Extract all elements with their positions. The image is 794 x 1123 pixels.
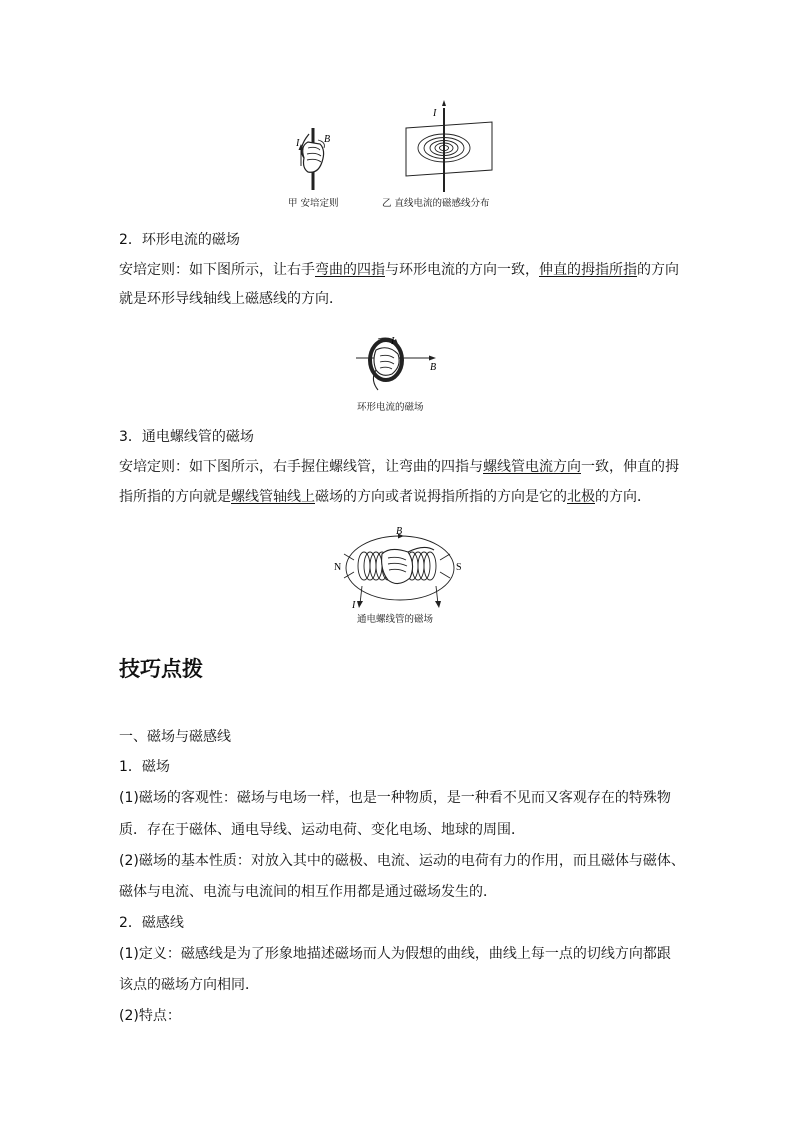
figure-caption-ampere-rule: 甲 安培定则 bbox=[288, 198, 339, 209]
svg-text:I: I bbox=[296, 138, 300, 149]
paragraph-ring-rule-line2: 就是环形导线轴线上磁感线的方向． bbox=[119, 291, 343, 307]
subheading-magnetic-field: 1．磁场 bbox=[119, 759, 170, 775]
section-title-skill-tips: 技巧点拨 bbox=[119, 657, 203, 681]
paragraph-field-line4: 磁体与电流、电流与电流间的相互作用都是通过磁场发生的． bbox=[119, 884, 497, 900]
paragraph-lines-line2: 该点的磁场方向相同． bbox=[119, 977, 259, 993]
svg-text:I: I bbox=[391, 336, 395, 347]
paragraph-field-line1: (1)磁场的客观性：磁场与电场一样，也是一种物质，是一种看不见而又客观存在的特殊物 bbox=[119, 790, 671, 806]
svg-text:B: B bbox=[396, 526, 403, 537]
ampere-rule-figure bbox=[290, 118, 350, 196]
figure-caption-ring-current: 环形电流的磁场 bbox=[357, 402, 424, 413]
paragraph-lines-line1: (1)定义：磁感线是为了形象地描述磁场而人为假想的曲线，曲线上每一点的切线方向都跟 bbox=[119, 946, 671, 962]
paragraph-lines-line3: (2)特点： bbox=[119, 1008, 181, 1024]
paragraph-solenoid-rule-line2: 指所指的方向就是螺线管轴线上磁场的方向或者说拇指所指的方向是它的北极的方向． bbox=[119, 489, 651, 505]
svg-text:N: N bbox=[334, 562, 342, 573]
subheading-field-lines: 2．磁感线 bbox=[119, 915, 184, 931]
paragraph-field-line3: (2)磁场的基本性质：对放入其中的磁极、电流、运动的电荷有力的作用，而且磁体与磁体、 bbox=[119, 853, 685, 869]
solenoid-figure bbox=[332, 524, 466, 612]
paragraph-solenoid-rule-line1: 安培定则：如下图所示，右手握住螺线管，让弯曲的四指与螺线管电流方向一致，伸直的拇 bbox=[119, 459, 679, 475]
paragraph-ring-rule-line1: 安培定则：如下图所示，让右手弯曲的四指与环形电流的方向一致，伸直的拇指所指的方向 bbox=[119, 262, 679, 278]
paragraph-field-line2: 质．存在于磁体、通电导线、运动电荷、变化电场、地球的周围． bbox=[119, 822, 525, 838]
straight-current-field-figure bbox=[400, 100, 498, 196]
ring-current-figure bbox=[354, 336, 444, 394]
section-heading-solenoid: 3．通电螺线管的磁场 bbox=[119, 429, 254, 445]
svg-text:I: I bbox=[433, 108, 437, 119]
section-heading-ring-current: 2．环形电流的磁场 bbox=[119, 232, 240, 248]
svg-text:B: B bbox=[430, 362, 437, 373]
figure-caption-solenoid: 通电螺线管的磁场 bbox=[357, 614, 434, 625]
svg-text:S: S bbox=[456, 562, 462, 573]
part-heading-field-and-lines: 一、磁场与磁感线 bbox=[119, 729, 231, 745]
svg-text:B: B bbox=[324, 134, 331, 145]
figure-caption-straight-current: 乙 直线电流的磁感线分布 bbox=[382, 198, 490, 209]
svg-text:I: I bbox=[352, 600, 356, 611]
